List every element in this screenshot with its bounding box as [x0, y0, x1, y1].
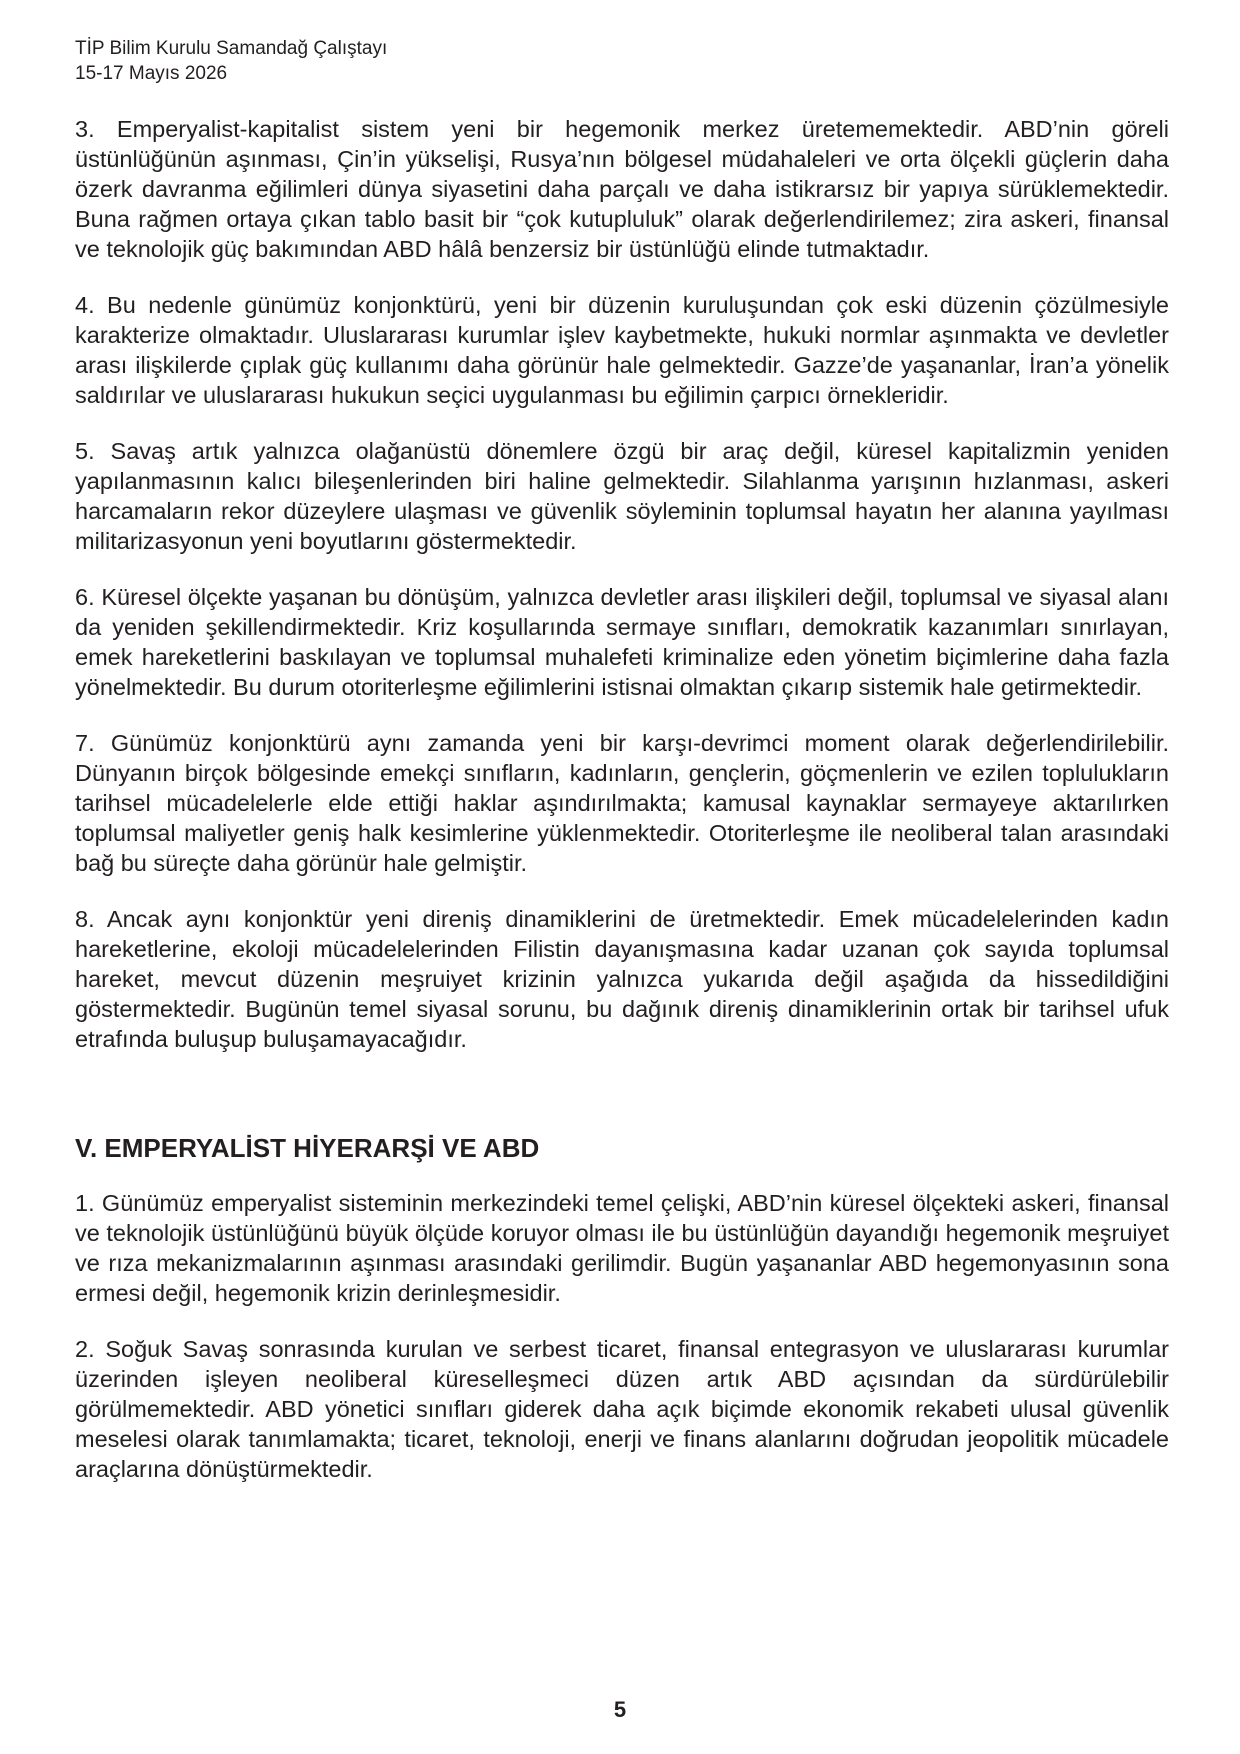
paragraph-4: 4. Bu nedenle günümüz konjonktürü, yeni bir düzenin kuruluşundan çok eski düzenin çözülmesiyle karakterize olmaktadır. Uluslararası kurumlar işlev kaybetmekte, hukuki normlar aşınmakta ve devletler arası ilişkilerde çıplak güç kullanımı daha görünür hale gelmektedir. Gazze’de yaşananlar, İran’a yönelik saldırılar ve uluslararası hukukun seçici uygulanması bu eğilimin çarpıcı örnekleridir. — [75, 292, 1169, 408]
header-event-date: 15-17 Mayıs 2026 — [75, 63, 228, 84]
section-paragraph-2: 2. Soğuk Savaş sonrasında kurulan ve serbest ticaret, finansal entegrasyon ve uluslararası kurumlar üzerinden işleyen neoliberal küreselleşmeci düzen artık ABD açısından da sürdürülebilir görülmemektedir. ABD yönetici sınıfları giderek daha açık biçimde ekonomik rekabeti ulusal güvenlik meselesi olarak tanımlamakta; ticaret, teknoloji, enerji ve finans alanlarını doğrudan jeopolitik mücadele araçlarına dönüştürmektedir. — [75, 1336, 1169, 1482]
header-event-title: TİP Bilim Kurulu Samandağ Çalıştayı — [75, 38, 388, 59]
page-header — [75, 36, 387, 86]
page-number: 5 — [613, 1697, 627, 1722]
section-paragraph-1: 1. Günümüz emperyalist sisteminin merkezindeki temel çelişki, ABD’nin küresel ölçekteki askeri, finansal ve teknolojik üstünlüğünü büyük ölçüde koruyor olması ile bu üstünlüğün dayandığı hegemonik meşruiyet ve rıza mekanizmalarının aşınması arasındaki gerilimdir. Bugün yaşananlar ABD hegemonyasının sona ermesi değil, hegemonik krizin derinleşmesidir. — [75, 1190, 1169, 1306]
paragraph-7: 7. Günümüz konjonktürü aynı zamanda yeni bir karşı-devrimci moment olarak değerlendirilebilir. Dünyanın birçok bölgesinde emekçi sınıfların, kadınların, gençlerin, göçmenlerin ve ezilen toplulukların tarihsel mücadelelerle elde ettiği haklar aşındırılmakta; kamusal kaynaklar sermayeye aktarılırken toplumsal maliyetler geniş halk kesimlerine yüklenmektedir. Otoriterleşme ile neoliberal talan arasındaki bağ bu süreçte daha görünür hale gelmiştir. — [75, 730, 1169, 876]
section-heading: V. EMPERYALİST HİYERARŞİ VE ABD — [75, 1133, 540, 1163]
paragraph-8: 8. Ancak aynı konjonktür yeni direniş dinamiklerini de üretmektedir. Emek mücadelelerinden kadın hareketlerine, ekoloji mücadelelerinden Filistin dayanışmasına kadar uzanan çok sayıda toplumsal hareket, mevcut düzenin meşruiyet krizinin yalnızca yukarıda değil aşağıda da hissedildiğini göstermektedir. Bugünün temel siyasal sorunu, bu dağınık direniş dinamiklerinin ortak bir tarihsel ufuk etrafında buluşup buluşamayacağıdır. — [75, 906, 1169, 1052]
document-body — [75, 114, 1169, 1510]
paragraph-5: 5. Savaş artık yalnızca olağanüstü dönemlere özgü bir araç değil, küresel kapitalizmin yeniden yapılanmasının kalıcı bileşenlerinden biri haline gelmektedir. Silahlanma yarışının hızlanması, askeri harcamaların rekor düzeylere ulaşması ve güvenlik söyleminin toplumsal hayatın her alanına yayılması militarizasyonun yeni boyutlarını göstermektedir. — [75, 438, 1169, 554]
paragraph-6: 6. Küresel ölçekte yaşanan bu dönüşüm, yalnızca devletler arası ilişkileri değil, toplumsal ve siyasal alanı da yeniden şekillendirmektedir. Kriz koşullarında sermaye sınıfları, demokratik kazanımları sınırlayan, emek hareketlerini baskılayan ve toplumsal muhalefeti kriminalize eden yönetim biçimlerine daha fazla yönelmektedir. Bu durum otoriterleşme eğilimlerini istisnai olmaktan çıkarıp sistemik hale getirmektedir. — [75, 584, 1169, 700]
paragraph-3: 3. Emperyalist-kapitalist sistem yeni bir hegemonik merkez üretememektedir. ABD’nin göreli üstünlüğünün aşınması, Çin’in yükselişi, Rusya’nın bölgesel müdahaleleri ve orta ölçekli güçlerin daha özerk davranma eğilimleri dünya siyasetini daha parçalı ve daha istikrarsız bir yapıya sürüklemektedir. Buna rağmen ortaya çıkan tablo basit bir “çok kutupluluk” olarak değerlendirilemez; zira askeri, finansal ve teknolojik güç bakımından ABD hâlâ benzersiz bir üstünlüğü elinde tutmaktadır. — [75, 116, 1169, 262]
